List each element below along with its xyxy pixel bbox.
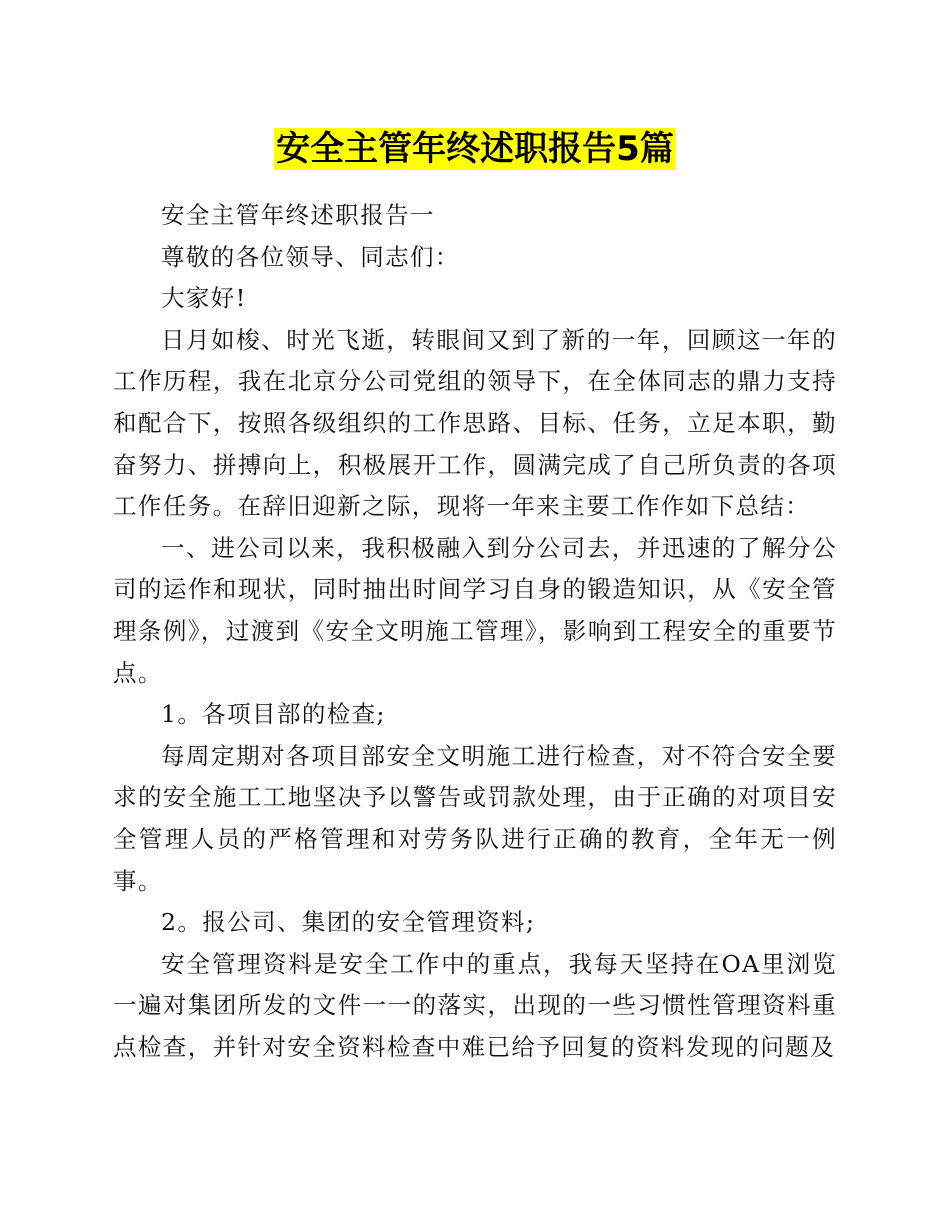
document-body: [113, 195, 837, 1068]
document-title: 安全主管年终述职报告5篇: [276, 129, 674, 169]
report-subtitle: 安全主管年终述职报告一: [161, 201, 435, 229]
item-one-paragraph: 每周定期对各项目部安全文明施工进行检查，对不符合安全要求的安全施工工地坚决予以警告或罚款处理，由于正确的对项目安全管理人员的严格管理和对劳务队进行正确的教育，全年无一例事。: [113, 741, 837, 895]
item-two-paragraph: 安全管理资料是安全工作中的重点，我每天坚持在OA里浏览一遍对集团所发的文件一一的落实，出现的一些习惯性管理资料重点检查，并针对安全资料检查中难已给予回复的资料发现的问题及: [113, 949, 837, 1061]
section-one-paragraph: 一、进公司以来，我积极融入到分公司去，并迅速的了解分公司的运作和现状，同时抽出时间学习自身的锻造知识，从《安全管理条例》，过渡到《安全文明施工管理》，影响到工程安全的重要节点。: [113, 533, 837, 687]
item-two-heading: 2。报公司、集团的安全管理资料;: [161, 908, 536, 937]
title-container: [0, 128, 950, 170]
item-one-heading: 1。各项目部的检查;: [161, 700, 386, 729]
salutation: 尊敬的各位领导、同志们：: [161, 242, 460, 271]
intro-paragraph: 日月如梭、时光飞逝，转眼间又到了新的一年，回顾这一年的工作历程，我在北京分公司党组的领导下，在全体同志的鼎力支持和配合下，按照各级组织的工作思路、目标、任务，立足本职，勤奋努力、拼搏向上，积极展开工作，圆满完成了自己所负责的各项工作任务。在辞旧迎新之际，现将一年来主要工作作如下总结：: [113, 325, 837, 521]
greeting: 大家好!: [161, 284, 247, 313]
